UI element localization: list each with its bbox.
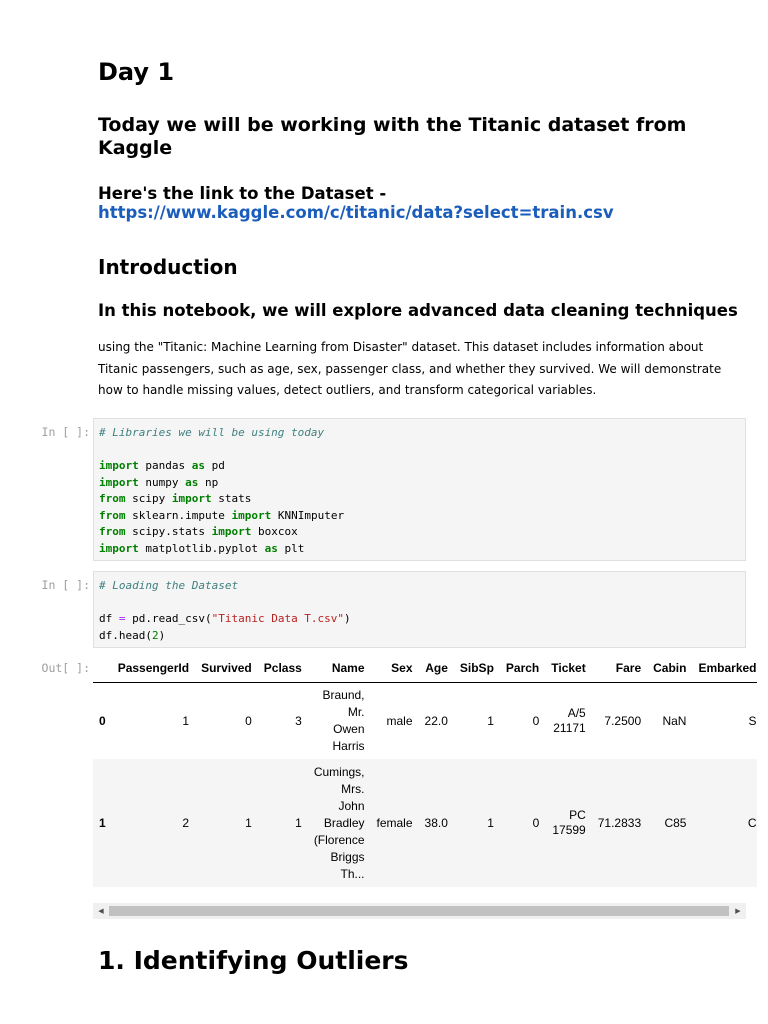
subtitle-heading: Today we will be working with the Titanic dataset from Kaggle xyxy=(98,114,687,159)
table-cell: 0 xyxy=(532,714,540,728)
code-cell-load-dataset[interactable] xyxy=(93,571,746,648)
table-row xyxy=(93,683,757,760)
table-cell: 1 xyxy=(182,714,190,728)
table-header-row xyxy=(93,654,757,683)
code-line: import matplotlib.pyplot as plt xyxy=(99,541,305,555)
column-header: Embarked xyxy=(692,654,756,683)
table-cell: 38.0 xyxy=(419,759,454,887)
code-cell-imports[interactable] xyxy=(93,418,746,561)
dataset-link[interactable]: https://www.kaggle.com/c/titanic/data?select=train.csv xyxy=(98,203,614,222)
table-cell: 7.2500 xyxy=(604,714,642,728)
column-header: Pclass xyxy=(258,654,308,683)
column-header: PassengerId xyxy=(112,654,195,683)
table-cell: 71.2833 xyxy=(592,759,647,887)
scroll-right-icon[interactable]: ▶ xyxy=(735,907,741,915)
dataframe-table xyxy=(93,654,757,887)
cell1-input-prompt: In [ ]: xyxy=(41,425,90,439)
table-cell: 22.0 xyxy=(424,714,448,728)
table-cell: 1 xyxy=(454,759,500,887)
table-cell: 1 xyxy=(195,759,258,887)
dataset-link-heading xyxy=(98,184,738,222)
introduction-heading: Introduction xyxy=(98,255,238,279)
table-cell: NaN xyxy=(662,714,687,728)
table-cell: 2 xyxy=(112,759,195,887)
code-line: import pandas as pd xyxy=(99,459,225,472)
table-cell: A/5 21171 xyxy=(553,706,586,735)
description-paragraph: using the "Titanic: Machine Learning from Disaster" dataset. This dataset includes information about Titanic passengers, such as age, sex, passenger class, and whether they survived. We will demonstrate how to handle missing values, detect outliers, and transform categorical variables. xyxy=(98,340,722,397)
day-title: Day 1 xyxy=(98,58,175,86)
table-cell: C xyxy=(692,759,756,887)
column-header: SibSp xyxy=(454,654,500,683)
table-cell: Braund, Mr. Owen Harris xyxy=(322,688,365,753)
code-comment: # Libraries we will be using today xyxy=(99,426,325,439)
table-row xyxy=(93,759,757,887)
table-cell: C85 xyxy=(647,759,692,887)
column-header: Survived xyxy=(195,654,258,683)
column-header: Sex xyxy=(371,654,419,683)
code-line: df = pd.read_csv("Titanic Data T.csv") xyxy=(99,612,351,625)
link-prefix: Here's the link to the Dataset - xyxy=(98,184,387,203)
column-header: Parch xyxy=(500,654,545,683)
code-line: from sklearn.impute import KNNImputer xyxy=(99,508,345,522)
table-cell: male xyxy=(386,714,413,728)
table-cell: 0 xyxy=(245,714,252,728)
output-prompt: Out[ ]: xyxy=(41,661,90,675)
code-line: df.head(2) xyxy=(99,628,166,642)
explore-heading: In this notebook, we will explore advanced data cleaning techniques xyxy=(98,301,738,320)
row-index: 1 xyxy=(93,759,112,887)
code-line: from scipy.stats import boxcox xyxy=(99,525,298,538)
outliers-heading: 1. Identifying Outliers xyxy=(98,946,409,975)
column-header: Fare xyxy=(592,654,647,683)
cell2-input-prompt: In [ ]: xyxy=(41,578,90,592)
table-cell: PC 17599 xyxy=(545,759,591,887)
table-cell: 0 xyxy=(500,759,545,887)
table-cell: S xyxy=(748,714,757,728)
column-header: Cabin xyxy=(647,654,692,683)
table-cell: Cumings, Mrs. John Bradley (Florence Briggs Th... xyxy=(308,759,371,887)
scrollbar-thumb[interactable] xyxy=(109,906,729,916)
table-cell: 1 xyxy=(487,714,494,728)
code-comment: # Loading the Dataset xyxy=(99,579,239,592)
code-line: from scipy import stats xyxy=(99,492,252,505)
table-cell: female xyxy=(371,759,419,887)
column-header: Name xyxy=(308,654,371,683)
row-index: 0 xyxy=(99,714,106,728)
horizontal-scrollbar[interactable] xyxy=(93,903,746,919)
column-header: Ticket xyxy=(545,654,591,683)
column-header xyxy=(93,654,112,683)
table-cell: 3 xyxy=(295,714,302,728)
code-line: import numpy as np xyxy=(99,475,219,489)
scroll-left-icon[interactable]: ◀ xyxy=(98,907,104,915)
column-header: Age xyxy=(419,654,454,683)
table-cell: 1 xyxy=(258,759,308,887)
